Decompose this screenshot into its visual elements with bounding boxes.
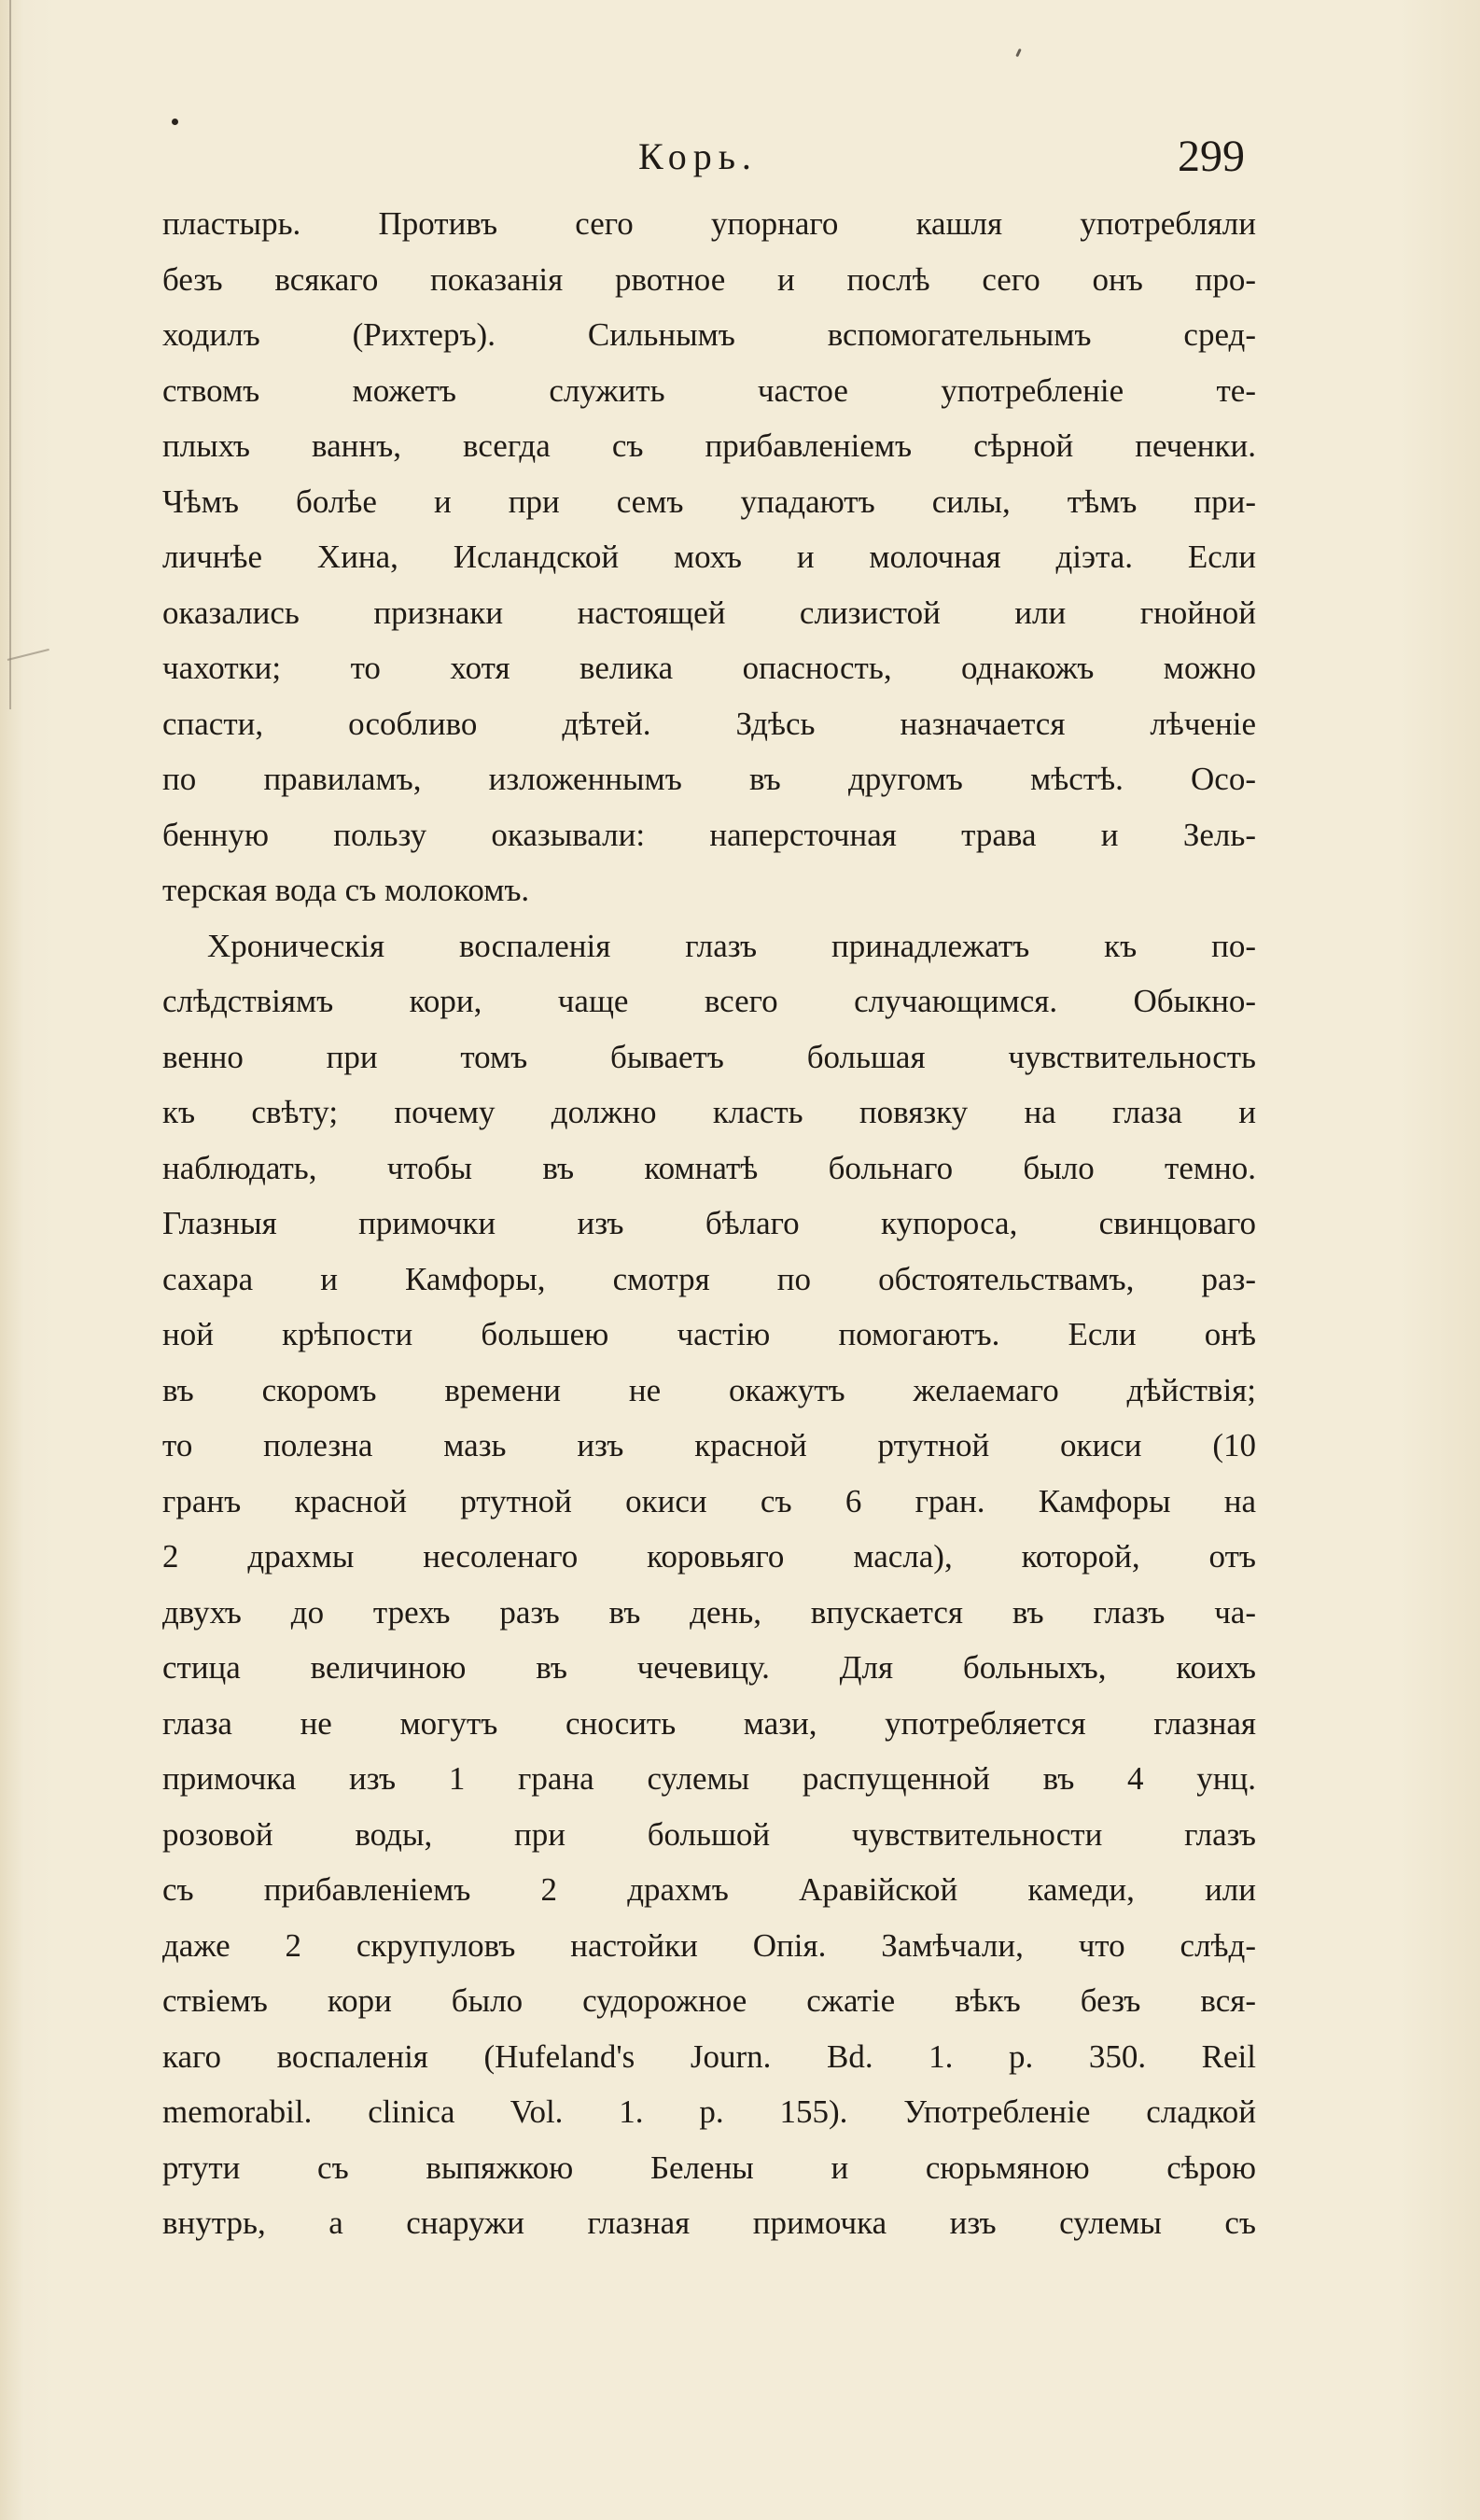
running-head: Корь. bbox=[638, 135, 758, 177]
paragraph-last-line: терская вода съ молокомъ. bbox=[162, 872, 530, 908]
text-line: наблюдать, чтобы въ комнатѣ больнаго было темно. bbox=[162, 1149, 1256, 1186]
text-line: венно при томъ бываетъ большая чувствительность bbox=[162, 1038, 1256, 1075]
text-line: оказались признаки настоящей слизистой или гнойной bbox=[162, 594, 1256, 631]
text-line: ртути съ выпяжкою Белены и сюрьмяною сѣрою bbox=[162, 2149, 1256, 2186]
text-line: къ свѣту; почему должно класть повязку на глаза и bbox=[162, 1094, 1256, 1130]
text-line: плыхъ ваннъ, всегда съ прибавленіемъ сѣрной печенки. bbox=[162, 427, 1256, 464]
text-line: глаза не могутъ сносить мази, употребляется глазная bbox=[162, 1704, 1256, 1742]
text-line: ной крѣпости большею частію помогаютъ. Если онѣ bbox=[162, 1316, 1256, 1352]
text-line: ствомъ можетъ служить частое употребленіе те- bbox=[162, 371, 1256, 409]
text-line: розовой воды, при большой чувствительности глазъ bbox=[162, 1815, 1256, 1853]
text-line: ходилъ (Рихтеръ). Сильнымъ вспомогательнымъ сред- bbox=[162, 316, 1256, 353]
page-number: 299 bbox=[1178, 132, 1245, 181]
text-line: 2 драхмы несоленаго коровьяго масла), которой, отъ bbox=[162, 1538, 1256, 1575]
text-line: Глазныя примочки изъ бѣлаго купороса, свинцоваго bbox=[162, 1205, 1256, 1241]
text-line: по правиламъ, изложеннымъ въ другомъ мѣстѣ. Осо- bbox=[162, 761, 1256, 797]
text-line: личнѣе Хина, Исландской мохъ и молочная діэта. Если bbox=[162, 539, 1256, 575]
text-line: бенную пользу оказывали: наперсточная трава и Зель- bbox=[162, 816, 1256, 853]
text-line: то полезна мазь изъ красной ртутной окиси (10 bbox=[162, 1427, 1256, 1463]
text-line: гранъ красной ртутной окиси съ 6 гран. Камфоры на bbox=[162, 1482, 1256, 1519]
page-edge-shadow bbox=[9, 0, 11, 709]
text-line: стица величиною въ чечевицу. Для больныхъ, коихъ bbox=[162, 1649, 1256, 1686]
page-edge-mark bbox=[7, 649, 49, 661]
text-line: въ скоромъ времени не окажутъ желаемаго дѣйствія; bbox=[162, 1371, 1256, 1408]
text-line: чахотки; то хотя велика опасность, однакожъ можно bbox=[162, 650, 1256, 686]
text-line: каго воспаленія (Hufeland's Journ. Bd. 1. p. 350. Reil bbox=[162, 2037, 1256, 2075]
text-line: Чѣмъ болѣе и при семъ упадаютъ силы, тѣмъ при- bbox=[162, 483, 1256, 520]
page-header bbox=[0, 129, 1480, 194]
text-line: сахара и Камфоры, смотря по обстоятельствамъ, раз- bbox=[162, 1260, 1256, 1297]
text-line: даже 2 скрупуловъ настойки Опія. Замѣчали, что слѣд- bbox=[162, 1926, 1256, 1964]
paragraph-first-line: Хроническія воспаленія глазъ принадлежатъ къ по- bbox=[207, 927, 1256, 964]
text-line: безъ всякаго показанія рвотное и послѣ сего онъ про- bbox=[162, 260, 1256, 298]
text-line: съ прибавленіемъ 2 драхмъ Аравійской камеди, или bbox=[162, 1871, 1256, 1908]
text-line: внутрь, а снаружи глазная примочка изъ сулемы съ bbox=[162, 2205, 1256, 2241]
ink-speck bbox=[172, 119, 178, 125]
text-line: примочка изъ 1 грана сулемы распущенной въ 4 унц. bbox=[162, 1760, 1256, 1797]
text-line: слѣдствіямъ кори, чаще всего случающимся. Обыкно- bbox=[162, 983, 1256, 1019]
ink-speck bbox=[1015, 49, 1022, 57]
text-line: двухъ до трехъ разъ въ день, впускается въ глазъ ча- bbox=[162, 1593, 1256, 1631]
text-line: пластырь. Противъ сего упорнаго кашля употребляли bbox=[162, 205, 1256, 242]
text-line: спасти, особливо дѣтей. Здѣсь назначается лѣченіе bbox=[162, 705, 1256, 742]
text-line: memorabil. clinica Vol. 1. p. 155). Употребленіе сладкой bbox=[162, 2093, 1256, 2130]
body-text bbox=[162, 196, 1256, 2251]
text-line: ствіемъ кори было судорожное сжатіе вѣкъ безъ вся- bbox=[162, 1982, 1256, 2019]
